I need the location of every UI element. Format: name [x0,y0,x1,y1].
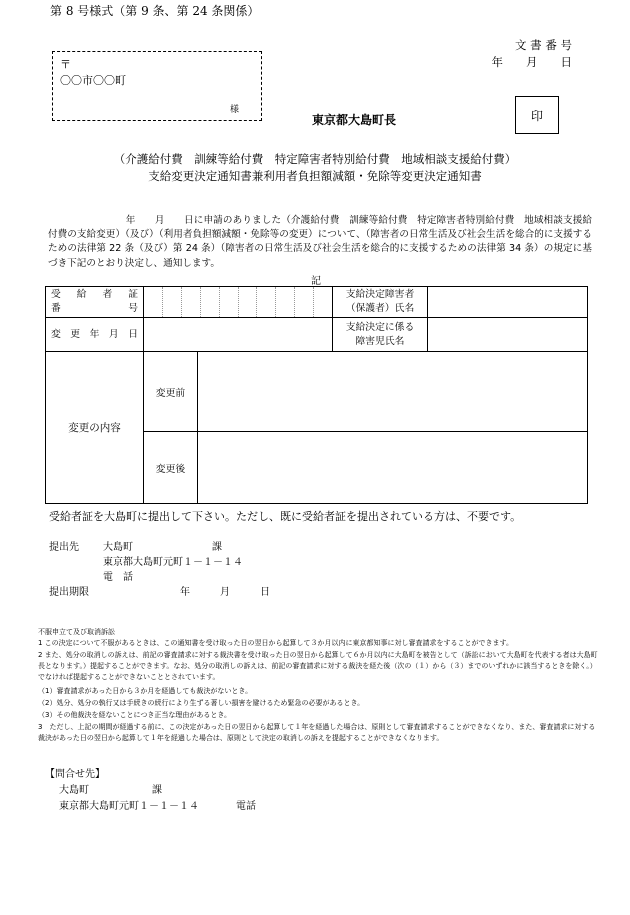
honorific: 様 [229,105,239,115]
recipient-number-digit-cell [257,287,276,317]
deadline-value: 年 月 日 [180,587,270,598]
submit-to-name: 大島町 [103,542,133,553]
recipient-address: 〇〇市〇〇町 [60,74,126,87]
submit-note: 受給者証を大島町に提出して下さい。ただし、既に受給者証を提出されている方は、不要です。 [49,510,522,523]
document-title-line-1: （介護給付費 訓練等給付費 特定障害者特別給付費 地域相談支援給付費） [113,152,517,166]
change-date-label: 変更年月日 [46,318,144,352]
recipient-number-digit-cell [220,287,239,317]
submit-to-address: 東京都大島町元町１－１－１４ [103,557,243,568]
appeal-paragraph-2: 2 また、処分の取消しの訴えは、前記の審査請求に対する裁決書を受け取った日の翌日から起算して６か月以内に大島町を被告として（訴訟において大島町を代表する者は大島町長となります。）提起することができます。なお、処分の取消しの訴えは、前記の審査請求に対する裁決を経た後（次の（１）から（３）までのいずれかに該当するときを除く。）でなければ提起することができないこととされています。 [38,651,598,681]
after-field [198,432,588,504]
holder-name-label-line2: （保護者）氏名 [345,303,415,314]
body-paragraph: 年 月 日に申請のありました（介護給付費 訓練等給付費 特定障害者特別給付費 地域相談支援給付費の支給変更）（及び）（利用者負担額減額・免除等の変更）について、（障害者の日常生活及び社会生活を総合的に支援するための法律第 22 条（及び）第 24 条）（障害者の日常生活及び社会生活を総合的に支援するための法律第 34 条）の規定に基づき下記のとおり決定し、通知します。 [48,215,592,269]
appeal-item-1: （1）審査請求があった日から３か月を経過しても裁決がないとき。 [38,687,253,695]
document-number-label: 文 書 番 号 [515,38,572,52]
holder-name-field [428,287,588,318]
appeal-item-3: （3）その他裁決を経ないことにつき正当な理由があるとき。 [38,711,232,719]
appeal-paragraph-1: 1 この決定について不服があるときは、この通知書を受け取った日の翌日から起算して３か月以内に東京都知事に対し審査請求をすることができます。 [38,639,513,647]
submit-to-label: 提出先 [49,542,79,553]
recipient-number-digit-cell [239,287,258,317]
postal-mark: 〒 [60,58,71,71]
seal-label: 印 [530,108,543,123]
seal-box [515,96,559,134]
contact-name: 大島町 [59,785,89,796]
change-content-label: 変更の内容 [46,352,144,504]
before-label: 変更前 [144,352,198,432]
before-field [198,352,588,432]
contact-section: 課 [152,785,162,796]
form-number: 第 8 号様式（第 9 条、第 24 条関係） [50,4,260,18]
submit-to-section: 課 [212,542,222,553]
child-name-field [428,318,588,352]
change-date-field [144,318,333,352]
submit-to-phone: 電 話 [103,572,133,583]
child-name-label-line2: 障害児氏名 [355,335,405,347]
document-number-date [492,37,573,71]
appeal-paragraph-3: 3 ただし、上記の期間が経過する前に、この決定があった日の翌日から起算して１年を経過した場合は、原則として審査請求することができなくなり、また、審査請求に対する裁決があった日の翌日から起算して１年を経過した場合は、原則として決定の取消しの訴えを提起することができなくなります。 [38,723,596,742]
issuer-name: 東京都大島町長 [312,113,397,127]
recipient-number-label: 受 給 者 証 番 号 [46,287,144,318]
contact-address: 東京都大島町元町１－１－１４ [59,801,199,812]
recipient-number-digit-cell [201,287,220,317]
appeal-heading: 不服申立て及び取消訴訟 [38,628,115,636]
decision-table [45,286,588,504]
after-label: 変更後 [144,432,198,504]
appeal-item-2: （2）処分、処分の執行又は手続きの続行により生ずる著しい損害を避けるため緊急の必要があるとき。 [38,699,365,707]
contact-phone: 電話 [236,801,256,812]
recipient-number-field [144,287,333,318]
recipient-number-digit-cell [182,287,201,317]
child-name-label [333,318,428,352]
recipient-number-digit-cell [144,287,163,317]
ki-marker: 記 [311,276,321,287]
address-box [52,51,262,121]
recipient-number-digit-cell [314,287,332,317]
document-title-line-2: 支給変更決定通知書兼利用者負担額減額・免除等変更決定通知書 [148,169,482,183]
recipient-number-digit-grid [144,287,332,317]
deadline-label: 提出期限 [49,587,89,598]
holder-name-label [333,287,428,318]
recipient-number-digit-cell [276,287,295,317]
recipient-number-digit-cell [163,287,182,317]
holder-name-label-line1: 支給決定障害者 [345,289,415,300]
date-label: 年 月 日 [491,55,572,69]
child-name-label-line1: 支給決定に係る [345,321,415,333]
contact-heading: 【問合せ先】 [45,769,105,780]
recipient-number-digit-cell [295,287,314,317]
